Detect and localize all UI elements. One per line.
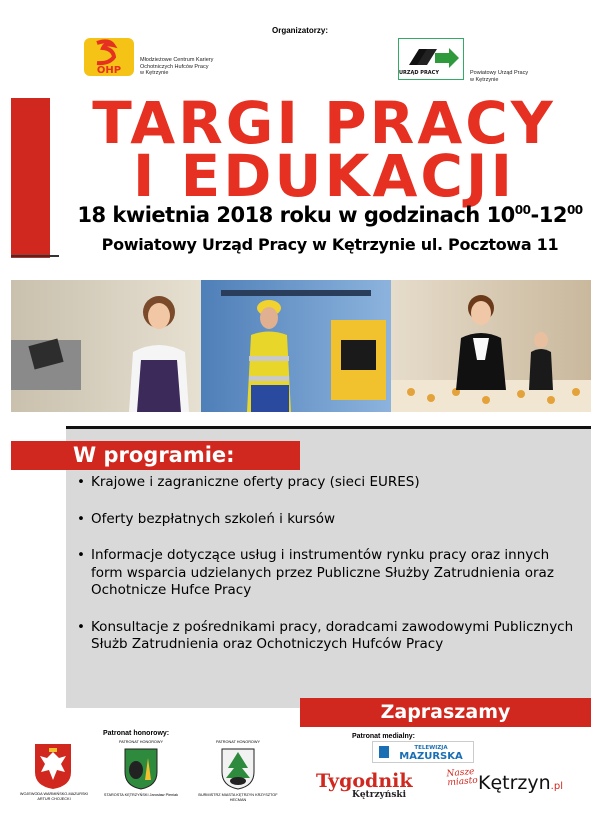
nasze-miasto-label: Nasze miasto [446,766,479,789]
program-list [72,474,577,673]
ohp-logo [83,37,135,77]
media-patronage-label: Patronat medialny: [352,733,416,740]
ketrzyn-pl-logo: Kętrzyn.pl [478,772,563,794]
patron-caption-mayor: BURMISTRZ MIASTA KĘTRZYN KRZYSZTOF HECMAN [198,793,278,802]
event-date: 18 kwietnia 2018 roku w godzinach $10^{00}-12^{00}$ [77,203,583,227]
svg-text:MAZURSKA: MAZURSKA [399,751,463,762]
invite-banner: Zapraszamy [300,698,591,727]
ohp-caption: Młodzieżowe Centrum Kariery Ochotniczych Hufców Pracy w Kętrzynie [140,57,214,76]
patron-top-starosta: PATRONAT HONOROWY [118,740,164,744]
telewizja-mazurska-logo [372,741,474,763]
patron-caption-starosta: STAROSTA KĘTRZYŃSKI Jarosław Pieniak [103,793,179,797]
left-red-bar [11,98,50,258]
organizers-label: Organizatorzy: [271,26,328,35]
pup-logo [398,38,464,80]
pup-caption: Powiatowy Urząd Pracy w Kętrzynie [470,70,529,83]
honorary-patronage-label: Patronat honorowy: [103,730,170,737]
tygodnik-subtitle: Kętrzyński [352,790,407,800]
ohp-logo-text: OHP [96,65,122,76]
patron-top-mayor: PATRONAT HONOROWY [215,740,261,744]
program-item: • Oferty bezpłatnych szkoleń i kursów [72,511,577,529]
program-item: • Informacje dotyczące usług i instrumentów rynku pracy oraz innych form wsparcia udzielanych przez Publiczne Służby Zatrudnienia oraz Ochotnicze Hufce Pracy [72,547,577,600]
event-address: Powiatowy Urząd Pracy w Kętrzynie ul. Pocztowa 11 [101,235,559,254]
title-line-1: TARGI PRACY [92,89,556,157]
patron-caption-voivode: WOJEWODA WARMIŃSKO-MAZURSKI ARTUR CHOJECKI [19,792,89,801]
county-coat-of-arms [124,748,158,790]
polish-eagle-emblem [33,742,73,790]
program-top-line [66,426,591,429]
header-photo [11,280,591,412]
program-heading: W programie: [11,441,300,470]
tygodnik-logo: Tygodnik [316,770,413,792]
program-item: • Konsultacje z pośrednikami pracy, doradcami zawodowymi Publicznych Służb Zatrudnienia oraz Ochotniczych Hufców Pracy [72,619,577,654]
pup-logo-text: URZĄD PRACY [399,70,439,76]
divider-line [11,255,59,257]
svg-text:TELEWIZJA: TELEWIZJA [414,745,448,751]
town-coat-of-arms [221,748,255,790]
program-item: • Krajowe i zagraniczne oferty pracy (sieci EURES) [72,474,577,492]
title-line-2: I EDUKACJI [132,142,516,210]
